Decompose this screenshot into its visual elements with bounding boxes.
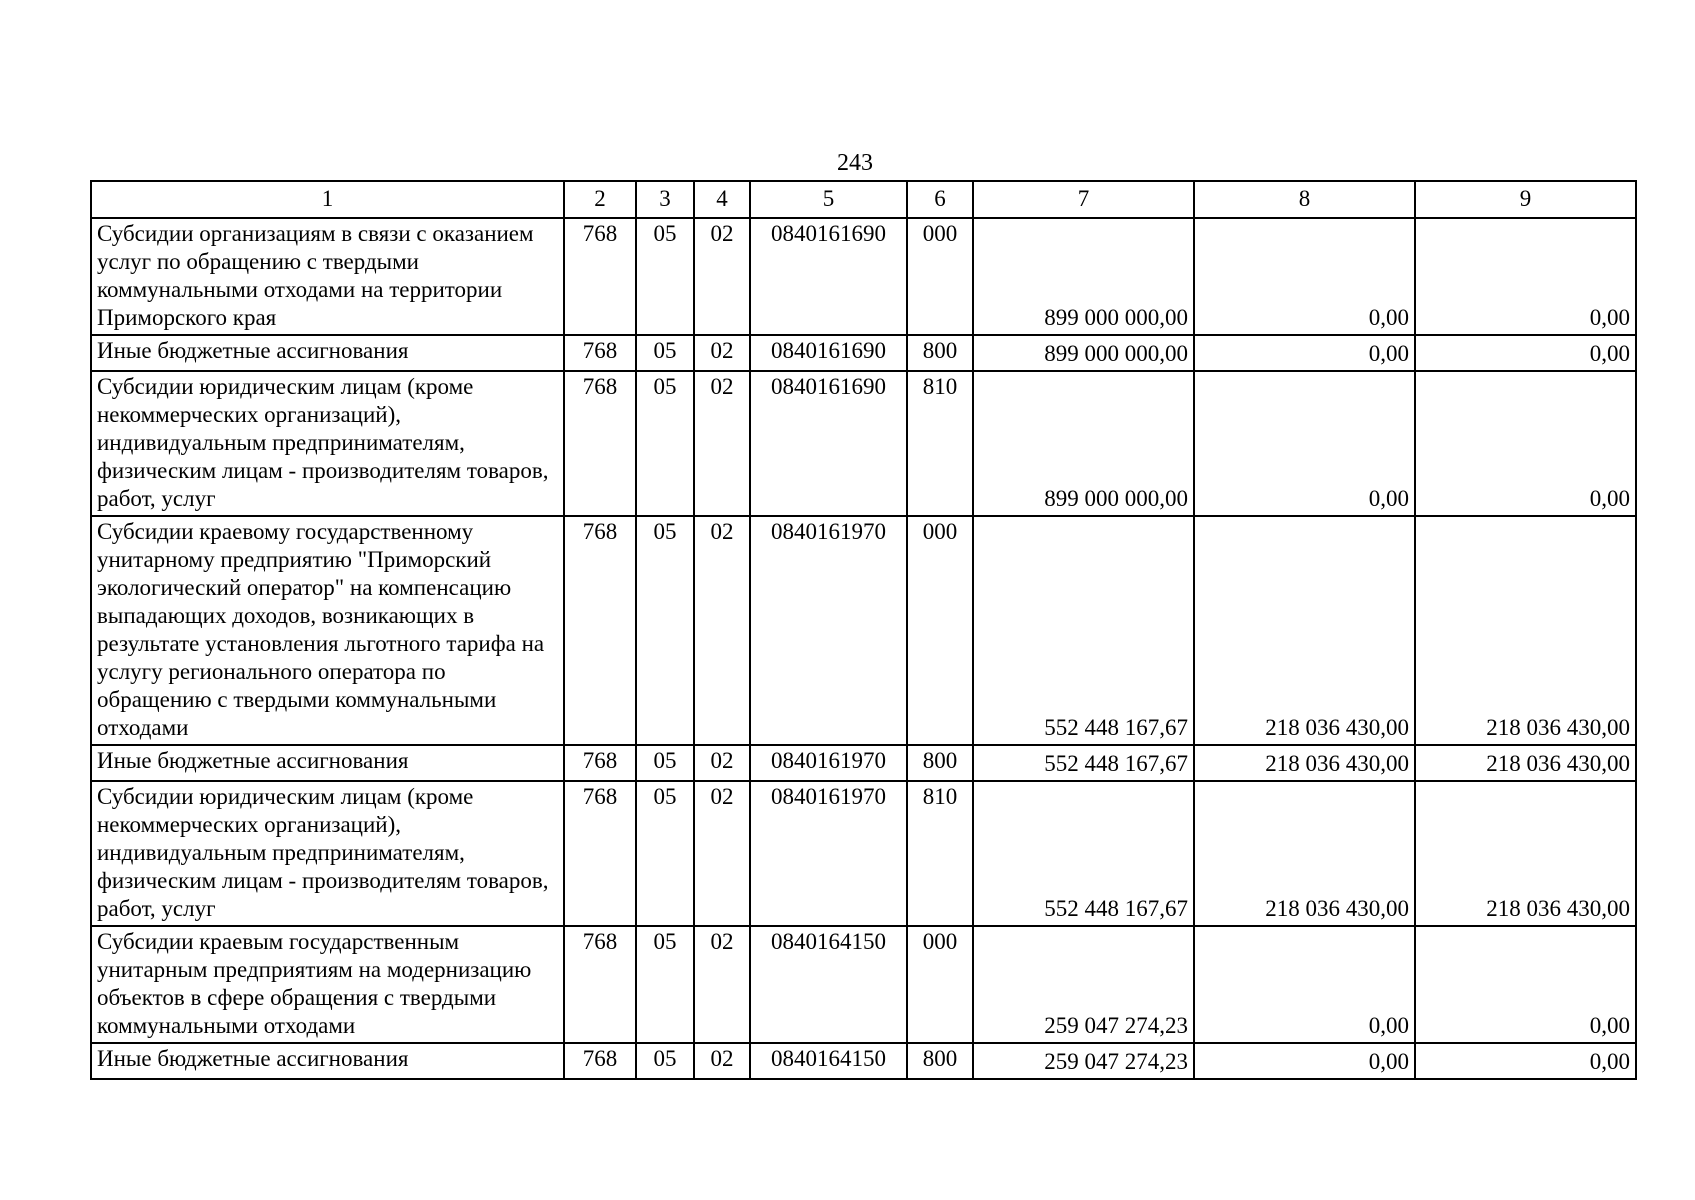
table-body: [91, 181, 1636, 1079]
page-number: 243: [837, 150, 873, 176]
table-row: [91, 745, 1636, 781]
item-name-cell: Иные бюджетные ассигнования: [91, 335, 564, 371]
budget-table: [90, 180, 1637, 1080]
subsection-cell: 02: [694, 218, 750, 335]
table-row: [91, 371, 1636, 516]
ministry-code-cell: 768: [564, 745, 636, 781]
amount-col7-cell: 259 047 274,23: [973, 926, 1194, 1043]
expense-type-cell: 810: [907, 371, 973, 516]
expense-type-cell: 800: [907, 745, 973, 781]
target-article-cell: 0840161970: [750, 516, 907, 745]
ministry-code-cell: 768: [564, 1043, 636, 1079]
amount-col8-cell: 0,00: [1194, 1043, 1415, 1079]
target-article-cell: 0840161690: [750, 371, 907, 516]
expense-type-cell: 810: [907, 781, 973, 926]
amount-col8-cell: 0,00: [1194, 335, 1415, 371]
header-cell: 1: [91, 181, 564, 218]
target-article-cell: 0840161690: [750, 335, 907, 371]
ministry-code-cell: 768: [564, 371, 636, 516]
subsection-cell: 02: [694, 1043, 750, 1079]
section-cell: 05: [636, 516, 694, 745]
table-row: [91, 1043, 1636, 1079]
subsection-cell: 02: [694, 335, 750, 371]
subsection-cell: 02: [694, 371, 750, 516]
amount-col8-cell: 0,00: [1194, 218, 1415, 335]
amount-col7-cell: 552 448 167,67: [973, 781, 1194, 926]
section-cell: 05: [636, 926, 694, 1043]
item-name-cell: Иные бюджетные ассигнования: [91, 1043, 564, 1079]
amount-col9-cell: 0,00: [1415, 218, 1636, 335]
header-cell: 4: [694, 181, 750, 218]
amount-col9-cell: 0,00: [1415, 371, 1636, 516]
expense-type-cell: 000: [907, 926, 973, 1043]
target-article-cell: 0840161970: [750, 745, 907, 781]
header-cell: 2: [564, 181, 636, 218]
section-cell: 05: [636, 371, 694, 516]
subsection-cell: 02: [694, 926, 750, 1043]
table-header-row: [91, 181, 1636, 218]
amount-col9-cell: 0,00: [1415, 926, 1636, 1043]
ministry-code-cell: 768: [564, 218, 636, 335]
table-row: [91, 516, 1636, 745]
amount-col8-cell: 218 036 430,00: [1194, 516, 1415, 745]
header-cell: 3: [636, 181, 694, 218]
table-row: [91, 926, 1636, 1043]
item-name-cell: Субсидии юридическим лицам (кроме некоммерческих организаций), индивидуальным предпринимателям, физическим лицам - производителям товаров, работ, услуг: [91, 371, 564, 516]
amount-col9-cell: 218 036 430,00: [1415, 745, 1636, 781]
subsection-cell: 02: [694, 516, 750, 745]
item-name-cell: Субсидии организациям в связи с оказанием услуг по обращению с твердыми коммунальными отходами на территории Приморского края: [91, 218, 564, 335]
section-cell: 05: [636, 781, 694, 926]
header-cell: 6: [907, 181, 973, 218]
ministry-code-cell: 768: [564, 335, 636, 371]
amount-col8-cell: 218 036 430,00: [1194, 781, 1415, 926]
ministry-code-cell: 768: [564, 781, 636, 926]
header-cell: 8: [1194, 181, 1415, 218]
subsection-cell: 02: [694, 781, 750, 926]
expense-type-cell: 800: [907, 1043, 973, 1079]
amount-col7-cell: 899 000 000,00: [973, 218, 1194, 335]
amount-col9-cell: 0,00: [1415, 1043, 1636, 1079]
subsection-cell: 02: [694, 745, 750, 781]
item-name-cell: Субсидии краевым государственным унитарным предприятиям на модернизацию объектов в сфере обращения с твердыми коммунальными отходами: [91, 926, 564, 1043]
amount-col8-cell: 0,00: [1194, 926, 1415, 1043]
amount-col7-cell: 259 047 274,23: [973, 1043, 1194, 1079]
table-row: [91, 781, 1636, 926]
target-article-cell: 0840161690: [750, 218, 907, 335]
amount-col9-cell: 218 036 430,00: [1415, 516, 1636, 745]
header-cell: 9: [1415, 181, 1636, 218]
section-cell: 05: [636, 745, 694, 781]
item-name-cell: Иные бюджетные ассигнования: [91, 745, 564, 781]
amount-col7-cell: 899 000 000,00: [973, 371, 1194, 516]
target-article-cell: 0840164150: [750, 1043, 907, 1079]
target-article-cell: 0840161970: [750, 781, 907, 926]
amount-col7-cell: 552 448 167,67: [973, 516, 1194, 745]
amount-col8-cell: 218 036 430,00: [1194, 745, 1415, 781]
table-row: [91, 218, 1636, 335]
item-name-cell: Субсидии юридическим лицам (кроме некоммерческих организаций), индивидуальным предпринимателям, физическим лицам - производителям товаров, работ, услуг: [91, 781, 564, 926]
amount-col9-cell: 0,00: [1415, 335, 1636, 371]
section-cell: 05: [636, 1043, 694, 1079]
amount-col7-cell: 552 448 167,67: [973, 745, 1194, 781]
expense-type-cell: 000: [907, 516, 973, 745]
amount-col7-cell: 899 000 000,00: [973, 335, 1194, 371]
table-row: [91, 335, 1636, 371]
amount-col8-cell: 0,00: [1194, 371, 1415, 516]
header-cell: 5: [750, 181, 907, 218]
ministry-code-cell: 768: [564, 516, 636, 745]
section-cell: 05: [636, 335, 694, 371]
target-article-cell: 0840164150: [750, 926, 907, 1043]
expense-type-cell: 800: [907, 335, 973, 371]
ministry-code-cell: 768: [564, 926, 636, 1043]
header-cell: 7: [973, 181, 1194, 218]
expense-type-cell: 000: [907, 218, 973, 335]
section-cell: 05: [636, 218, 694, 335]
amount-col9-cell: 218 036 430,00: [1415, 781, 1636, 926]
item-name-cell: Субсидии краевому государственному унитарному предприятию "Приморский экологический оператор" на компенсацию выпадающих доходов, возникающих в результате установления льготного тарифа на услугу регионального оператора по обращению с твердыми коммунальными отходами: [91, 516, 564, 745]
